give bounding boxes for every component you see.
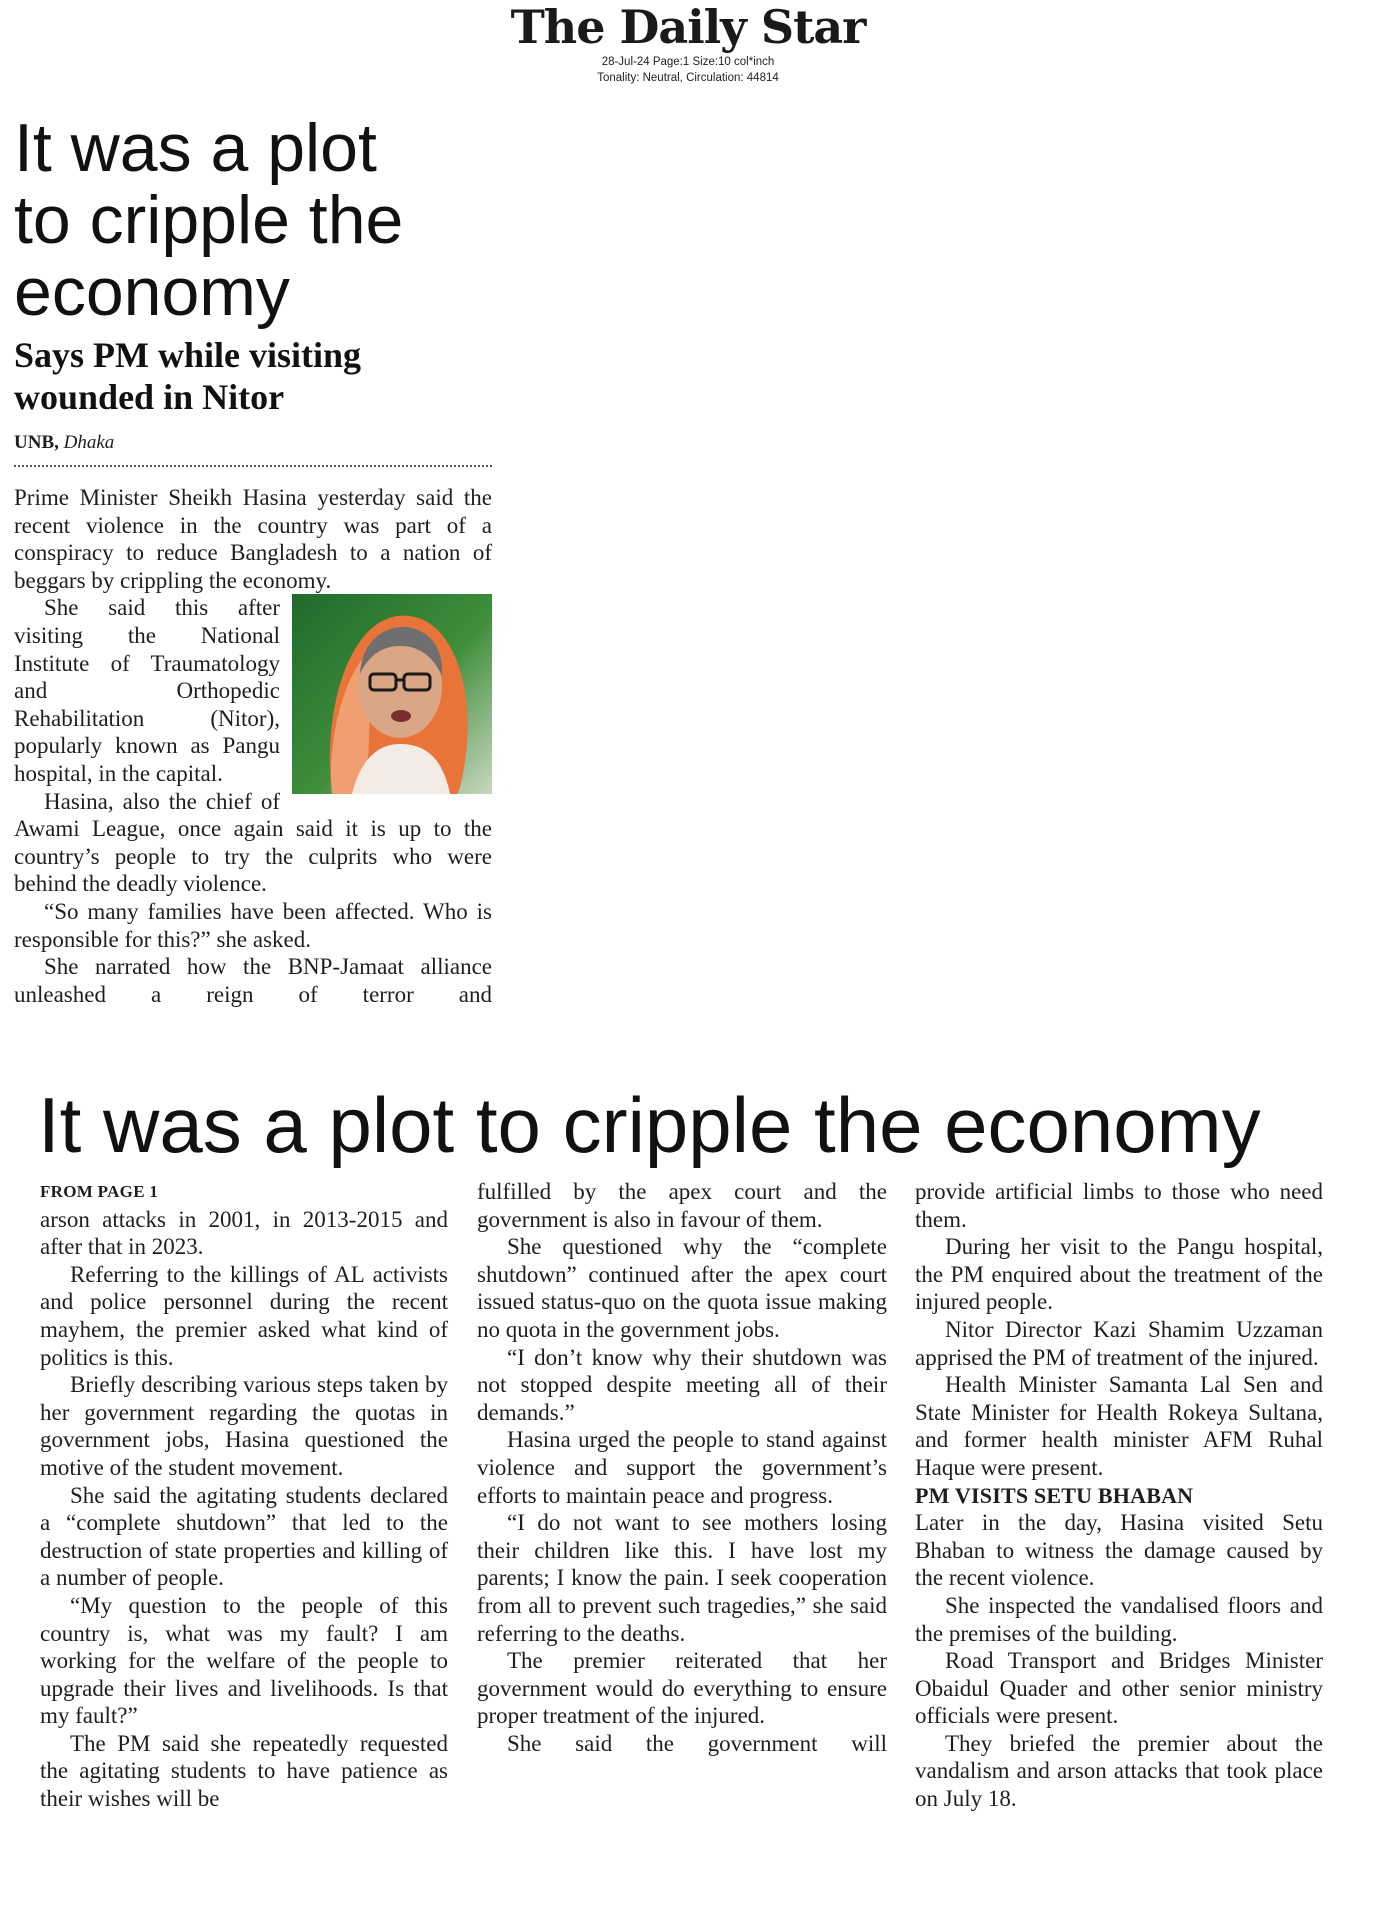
body-paragraph: Briefly describing various steps taken by her government regarding the quotas in government jobs, Hasina questioned the motive of the student movement. [40, 1372, 448, 1480]
body-paragraph: During her visit to the Pangu hospital, the PM enquired about the treatment of the injured people. [915, 1234, 1323, 1315]
newspaper-logo: The Daily Star [510, 0, 866, 54]
body-paragraph: fulfilled by the apex court and the government is also in favour of them. [477, 1179, 887, 1232]
body-paragraph: She inspected the vandalised floors and the premises of the building. [915, 1592, 1323, 1646]
subhead-line: Says PM while visiting [14, 335, 362, 375]
body-paragraph: She questioned why the “complete shutdown” continued after the apex court issued status-quo on the quota issue making no quota in the government jobs. [477, 1234, 887, 1342]
body-paragraph: “I don’t know why their shutdown was not stopped despite meeting all of their demands.” [477, 1344, 887, 1425]
headline-line: It was a plot [14, 110, 377, 186]
masthead [0, 0, 1376, 92]
body-paragraph: Nitor Director Kazi Shamim Uzzaman apprised the PM of treatment of the injured. [915, 1316, 1323, 1370]
clip-meta-line1: 28-Jul-24 Page:1 Size:10 col*inch [601, 56, 775, 68]
article-body-page1 [14, 484, 492, 1008]
article-subhead [14, 334, 484, 418]
body-paragraph: She narrated how the BNP-Jamaat alliance unleashed a reign of terror and [14, 954, 492, 1007]
from-page-label: FROM PAGE 1 [40, 1182, 159, 1201]
continuation-column-2 [477, 1178, 887, 1757]
headline-line: to cripple the [14, 182, 404, 258]
continuation-headline: It was a plot to cripple the economy [38, 1081, 1261, 1169]
body-paragraph: Hasina urged the people to stand against violence and support the government’s efforts to maintain peace and progress. [477, 1427, 887, 1508]
body-paragraph: arson attacks in 2001, in 2013-2015 and after that in 2023. [40, 1206, 448, 1260]
body-paragraph: Later in the day, Hasina visited Setu Bhaban to witness the damage caused by the recent violence. [915, 1510, 1323, 1591]
body-paragraph: The premier reiterated that her government would do everything to ensure proper treatment of the injured. [477, 1648, 887, 1729]
body-paragraph: They briefed the premier about the vandalism and arson attacks that took place on July 18. [915, 1730, 1323, 1812]
article-headline [14, 112, 474, 328]
body-paragraph: She said this after visiting the National Institute of Traumatology and Orthopedic Rehabilitation (Nitor), popularly known as Pangu hospital, in the capital. [14, 595, 280, 786]
body-paragraph: She said the government will [507, 1730, 887, 1756]
body-paragraph: “I do not want to see mothers losing their children like this. I have lost my parents; I know the pain. I seek cooperation from all to prevent such tragedies,” she said referring to the deaths. [477, 1510, 887, 1646]
dotted-divider [14, 465, 492, 467]
byline-place: Dhaka [63, 432, 115, 453]
body-paragraph: provide artificial limbs to those who need them. [915, 1179, 1323, 1232]
clip-meta-line2: Tonality: Neutral, Circulation: 44814 [597, 72, 779, 84]
body-paragraph: The PM said she repeatedly requested the agitating students to have patience as their wishes will be [40, 1730, 448, 1812]
body-paragraph: She said the agitating students declared a “complete shutdown” that led to the destruction of state properties and killing of a number of people. [40, 1482, 448, 1591]
headline-line: economy [14, 254, 290, 330]
continuation-column-3 [915, 1178, 1323, 1813]
body-paragraph: “So many families have been affected. Who is responsible for this?” she asked. [14, 898, 492, 952]
subhead-line: wounded in Nitor [14, 377, 285, 417]
byline [14, 432, 114, 454]
section-subhead: PM VISITS SETU BHABAN [915, 1482, 1194, 1508]
body-paragraph: Health Minister Samanta Lal Sen and State Minister for Health Rokeya Sultana, and former health minister AFM Ruhal Haque were present. [915, 1372, 1323, 1480]
continuation-column-1 [40, 1178, 448, 1813]
body-paragraph: “My question to the people of this country is, what was my fault? I am working for the welfare of the people to upgrade their lives and livelihoods. Is that my fault?” [40, 1592, 448, 1729]
body-paragraph: Prime Minister Sheikh Hasina yesterday said the recent violence in the country was part of a conspiracy to reduce Bangladesh to a nation of beggars by crippling the economy. [14, 485, 492, 593]
body-paragraph: Road Transport and Bridges Minister Obaidul Quader and other senior ministry officials were present. [915, 1648, 1323, 1729]
body-paragraph: Referring to the killings of AL activists and police personnel during the recent mayhem, the premier asked what kind of politics is this. [40, 1261, 448, 1370]
portrait-photo [292, 594, 492, 794]
byline-agency: UNB, [14, 432, 59, 453]
body-paragraph: Hasina, also the chief of Awami League, once again said it is up to the country’s people to try the culprits who were behind the deadly violence. [14, 788, 492, 897]
